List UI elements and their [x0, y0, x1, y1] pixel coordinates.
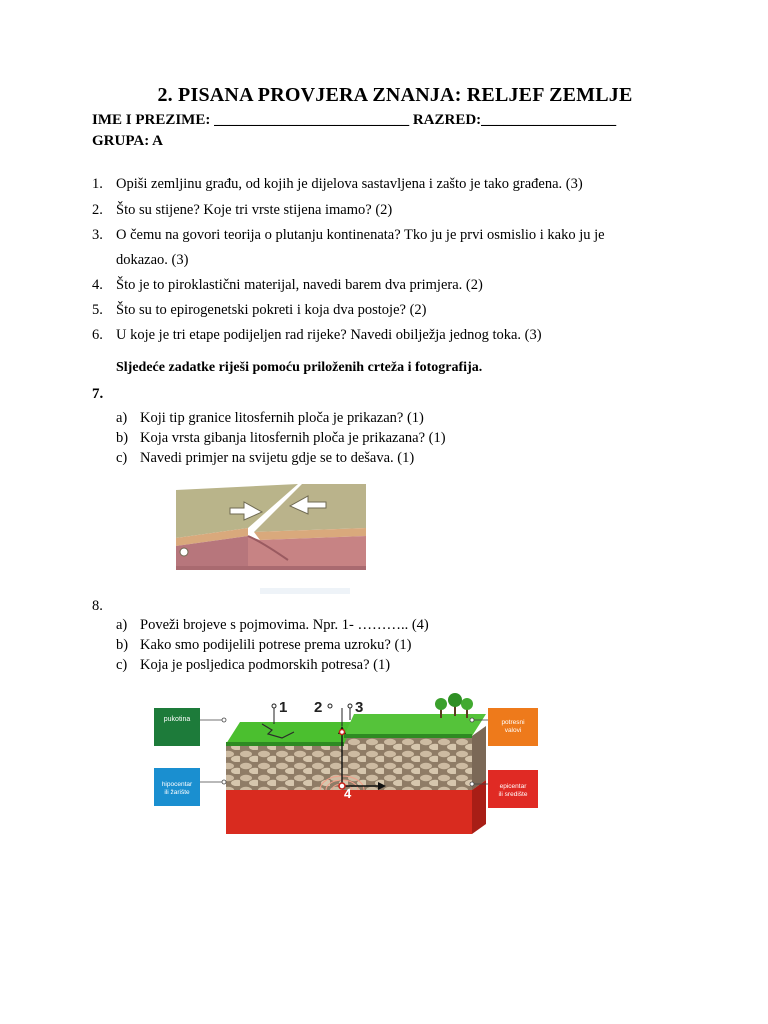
question-text: Što su stijene? Koje tri vrste stijena imamo? (2) — [116, 202, 393, 218]
connector-dot — [470, 718, 474, 722]
item-text: Koja je posljedica podmorskih potresa? (1) — [140, 657, 391, 673]
right-plate-mantle — [248, 536, 366, 566]
box-pukotina — [154, 708, 200, 746]
item-letter: a) — [116, 617, 128, 633]
item-letter: a) — [116, 410, 128, 426]
label-hipocentar-1: hipocentar — [161, 781, 193, 788]
number-1: 1 — [279, 699, 288, 716]
label-epicentar-2: ili središte — [498, 791, 528, 798]
grass-top-right — [344, 714, 486, 736]
question-text: Što je to piroklastični materijal, navedi barem dva primjera. (2) — [116, 277, 483, 293]
item-text: Koja vrsta gibanja litosfernih ploča je prikazana? (1) — [140, 430, 446, 446]
question-number: 5. — [92, 302, 103, 318]
trees-icon — [435, 693, 473, 718]
grass-edge-right — [344, 734, 472, 738]
question-number: 6. — [92, 327, 103, 343]
label-epicentar-1: epicentar — [499, 783, 527, 790]
item-letter: c) — [116, 450, 128, 466]
label-hipocentar-2: ili žarište — [164, 789, 190, 796]
plate-boundary-illustration — [170, 482, 370, 598]
rock-block-left — [226, 744, 344, 790]
question-number: 3. — [92, 227, 103, 243]
question-number: 2. — [92, 202, 103, 218]
item-letter: b) — [116, 637, 129, 653]
item-text: Poveži brojeve s pojmovima. Npr. 1- ……….. (4) — [140, 617, 429, 633]
question-text: Opiši zemljinu građu, od kojih je dijelova sastavljena i zašto je tako građena. (3) — [116, 176, 583, 192]
item-letter: c) — [116, 657, 128, 673]
earthquake-diagram — [150, 690, 550, 840]
question-text: U koje je tri etape podijeljen rad rijeke? Navedi obilježja jednog toka. (3) — [116, 327, 542, 343]
instruction-text: Sljedeće zadatke riješi pomoću priloženih crteža i fotografija. — [116, 360, 483, 375]
connector-dot — [470, 782, 474, 786]
marker-dot-1 — [272, 704, 276, 708]
page-title: 2. PISANA PROVJERA ZNANJA: RELJEF ZEMLJE — [157, 84, 633, 106]
connector-dot — [222, 780, 226, 784]
question-text: O čemu na govori teorija o plutanju kontinenata? Tko ju je prvi osmislio i kako ju je — [116, 227, 605, 243]
rock-block-right — [344, 736, 472, 790]
image-caption-strip — [260, 588, 350, 594]
item-text: Koji tip granice litosfernih ploča je prikazan? (1) — [140, 410, 424, 426]
grass-edge-left — [226, 742, 344, 746]
copyright-mark-icon — [180, 548, 188, 556]
marker-dot-2 — [328, 704, 332, 708]
question-text: Što su to epirogenetski pokreti i koja dva postoje? (2) — [116, 302, 427, 318]
item-letter: b) — [116, 430, 129, 446]
task-8-number: 8. — [92, 598, 103, 614]
number-3: 3 — [355, 699, 364, 716]
item-text: Kako smo podijelili potrese prema uzroku? (1) — [140, 637, 412, 653]
item-text: Navedi primjer na svijetu gdje se to dešava. (1) — [140, 450, 415, 466]
name-class-line: IME I PREZIME: __________________________ RAZRED:__________________ — [92, 112, 617, 128]
number-2: 2 — [314, 699, 323, 716]
rock-block-side — [472, 726, 486, 790]
question-text: dokazao. (3) — [116, 252, 189, 268]
label-potresni-2: valovi — [504, 727, 522, 734]
label-pukotina: pukotina — [163, 716, 191, 723]
question-number: 1. — [92, 176, 103, 192]
connector-dot — [222, 718, 226, 722]
group-label: GRUPA: A — [92, 133, 163, 149]
epicenter-marker — [340, 730, 345, 735]
marker-dot-3 — [348, 704, 352, 708]
label-potresni-1: potresni — [501, 719, 525, 726]
grass-top-left — [226, 722, 354, 744]
task-7-number: 7. — [92, 386, 104, 402]
question-number: 4. — [92, 277, 103, 293]
number-4: 4 — [344, 786, 352, 801]
base-layer — [176, 566, 366, 570]
